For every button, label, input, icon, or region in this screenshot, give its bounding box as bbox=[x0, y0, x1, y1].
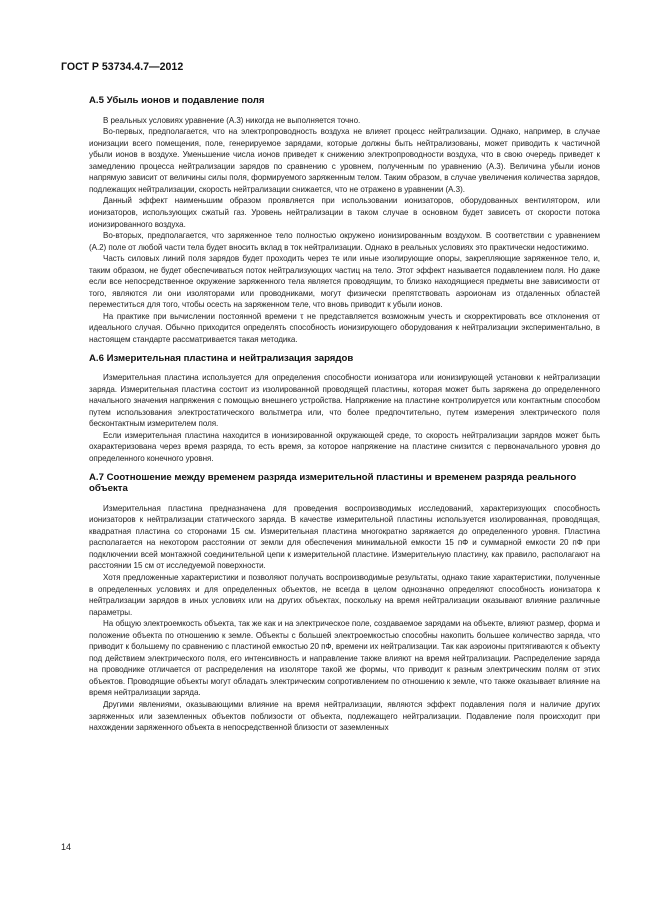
section-a6 bbox=[89, 353, 600, 465]
page-number: 14 bbox=[61, 842, 72, 852]
section-a7 bbox=[89, 472, 600, 734]
document-id-header: ГОСТ Р 53734.4.7—2012 bbox=[61, 61, 184, 73]
paragraph: Если измерительная пластина находится в ионизированной окружающей среде, то скорость нейтрализации зарядов может быть охарактеризована через время разряда, то есть время, за которое напряжение на пластине снизится с первоначального уровня до определенного конечного уровня. bbox=[89, 430, 600, 463]
document-body bbox=[89, 95, 600, 740]
paragraph: Часть силовых линий поля зарядов будет проходить через те или иные изолирующие опоры, закрепляющие заряженное тело, и, таким образом, не будет обеспечиваться поток нейтрализующих частиц на тело. Этот эффект называется подавлением поля. Но даже если все непосредственное окружение заряженного тела является проводящим, то близко находящиеся предметы вне зависимости от того, являются ли они изоляторами или проводниками, могут физически препятствовать аэроионам из отдаленных областей переместиться для того, чтобы осесть на заряженном теле, что вновь приводит к убыли ионов. bbox=[89, 254, 600, 310]
section-heading: А.5 Убыль ионов и подавление поля bbox=[89, 95, 265, 106]
paragraph: Измерительная пластина предназначена для проведения воспроизводимых исследований, характеризующих способность ионизаторов к нейтрализации статического заряда. В качестве измерительной пластины используется изолированная, проводящая, квадратная пластина со сторонами 15 см. Измерительная пластина многократно заряжается до определенного уровня. Пластина располагается на некотором расстоянии от земли для обеспечения минимальной емкости 15 пФ и суммарной емкости 20 пФ при подключении всей монтажной соединительной цепи к измерительной пластине. Измерительную пластину, как правило, располагают на расстоянии 15 см от исследуемой поверхности. bbox=[89, 503, 600, 571]
section-heading: А.6 Измерительная пластина и нейтрализация зарядов bbox=[89, 352, 354, 364]
paragraph: В реальных условиях уравнение (А.3) никогда не выполняется точно. bbox=[103, 115, 361, 125]
paragraph: Хотя предложенные характеристики и позволяют получать воспроизводимые результаты, однако такие характеристики, полученные в определенных условиях и для определенных объектов, не всегда в целом однозначно определяют способность ионизатора к нейтрализации зарядов в иных условиях или на других объектах, поскольку на время нейтрализации оказывают влияние различные параметры. bbox=[89, 572, 600, 617]
section-a5 bbox=[89, 95, 600, 346]
paragraph: На практике при вычислении постоянной времени τ не представляется возможным учесть и скорректировать все отклонения от идеального случая. Обычно приходится определять способность ионизирующего оборудования к нейтрализации экспериментально, в настоящем стандарте рассматривается такая методика. bbox=[89, 311, 600, 344]
paragraph: Измерительная пластина используется для определения способности ионизатора или ионизирующей установки к нейтрализации заряда. Измерительная пластина состоит из изолированной проводящей пластины, которая может быть заряжена до определенного начального значения напряжения с помощью внешнего устройства. Напряжение на пластине контролируется или контактным способом путем использования электростатического вольтметра или, что более предпочтительно, путем измерения электрического поля бесконтактным измерителем поля. bbox=[89, 373, 600, 429]
section-heading: А.7 Соотношение между временем разряда измерительной пластины и временем разряда реального объекта bbox=[89, 471, 577, 495]
paragraph: Во-вторых, предполагается, что заряженное тело полностью окружено ионизированным воздухом. В соответствии с уравнением (А.2) поле от любой части тела будет вносить вклад в ток нейтрализации. Однако в реальных условиях это практически недостижимо. bbox=[89, 231, 600, 252]
paragraph: Другими явлениями, оказывающими влияние на время нейтрализации, являются эффект подавления поля и наличие других заряженных или заземленных объектов поблизости от объекта, подлежащего нейтрализации. Подавление поля происходит при нахождении заряженного объекта в непосредственной близости от заземленных bbox=[89, 699, 600, 733]
paragraph: Данный эффект наименьшим образом проявляется при использовании ионизаторов, оборудованных вентилятором, или ионизаторов, использующих сжатый газ. Уровень нейтрализации в таком случае в основном будет зависеть от скорости потока ионизированного воздуха. bbox=[89, 196, 600, 229]
paragraph: На общую электроемкость объекта, так же как и на электрическое поле, создаваемое зарядами на объекте, влияют размер, форма и положение объекта по отношению к земле. Объекты с большей электроемкостью способны накопить большее количество заряда, что приводит к большему по сравнению с пластиной емкостью 20 пФ, времени их нейтрализации. Так как аэроионы притягиваются к объекту под действием электрического поля, его интенсивность и направление также влияют на время нейтрализации. Распределение заряда на проводнике отличается от распределения на изоляторе такой же формы, что приводит к разным электрическим полям от этих объектов. Проводящие объекты могут обладать электрическим сопротивлением по отношению к земле, что также оказывает влияние на время нейтрализации заряда. bbox=[89, 619, 600, 698]
paragraph: Во-первых, предполагается, что на электропроводность воздуха не влияет процесс нейтрализации. Однако, например, в случае ионизации всего помещения, поле, генерируемое зарядами, которые должны быть нейтрализованы, может приводить к частичной убыли ионов в воздухе. Уменьшение числа ионов приведет к снижению электропроводности воздуха, что в свою очередь приведет к замедлению процесса нейтрализации зарядов по сравнению с уровнем, полученным по уравнению (А.3). Величина убыли ионов напрямую зависит от величины силы поля, формируемого заряженным телом. Таким образом, в случае увеличения количества зарядов, подлежащих нейтрализации, скорость нейтрализации снижается, что не отражено в уравнении (А.3). bbox=[89, 127, 600, 194]
